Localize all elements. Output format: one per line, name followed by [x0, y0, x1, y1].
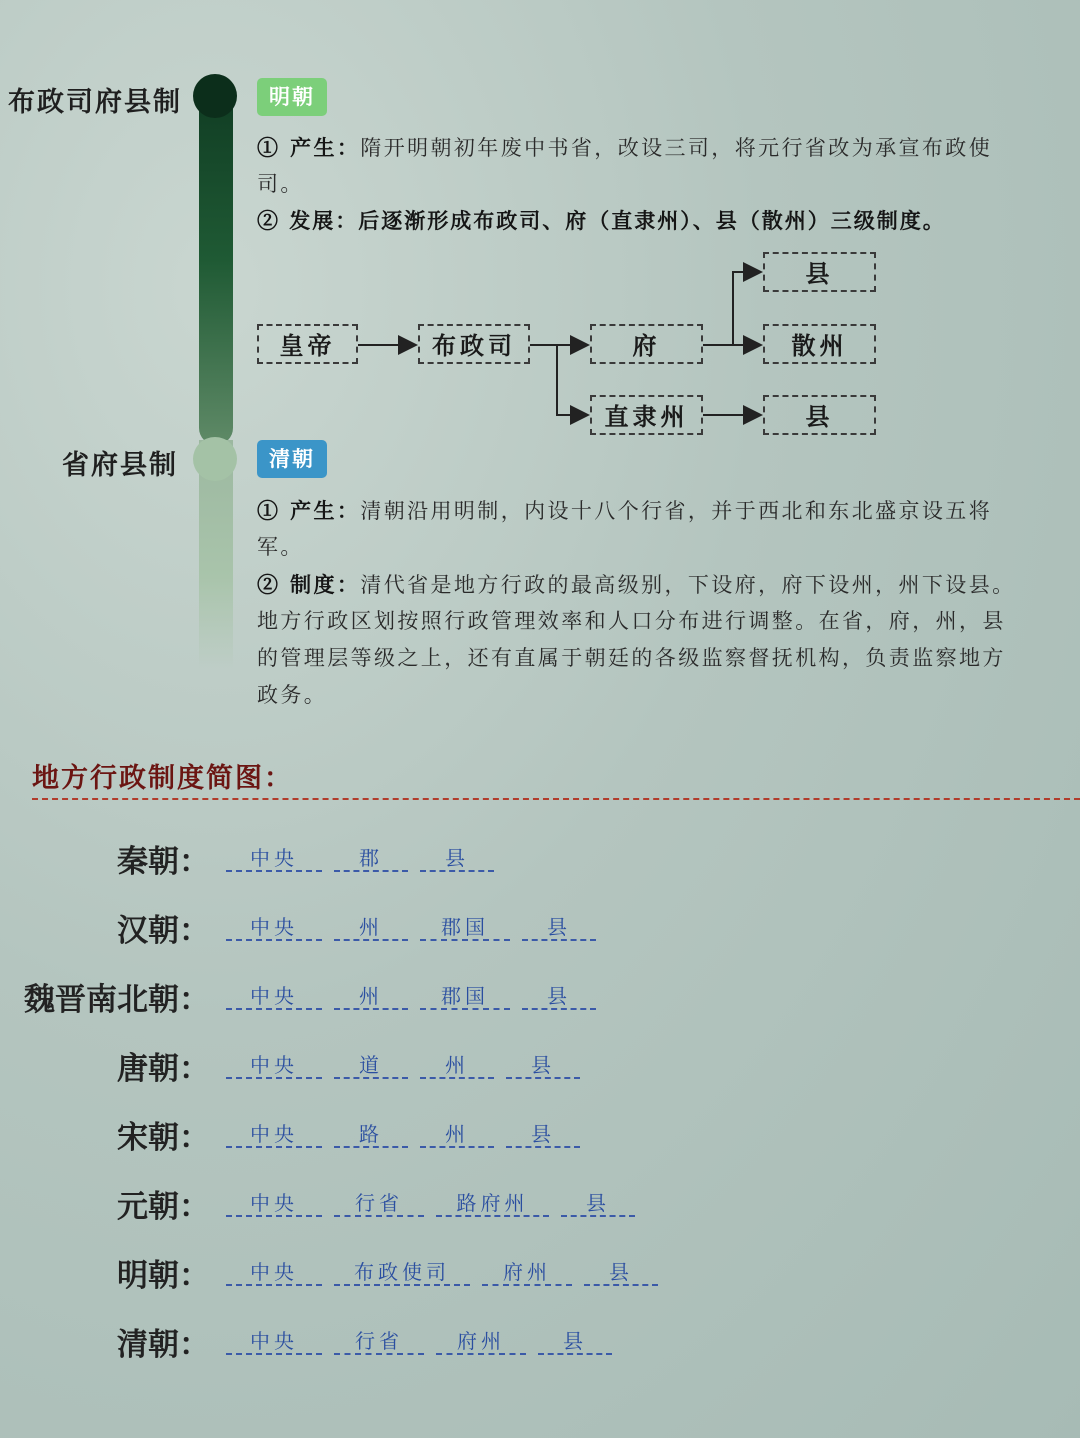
level-chip: 县 — [506, 1120, 580, 1148]
flow-connectors — [0, 0, 1080, 460]
qing-origin-cont: 军。 — [257, 535, 304, 559]
dynasty-name: 秦朝： — [117, 844, 210, 880]
level-chip: 县 — [538, 1327, 612, 1355]
level-chip: 县 — [420, 844, 494, 872]
level-chip: 县 — [506, 1051, 580, 1079]
level-chip: 道 — [334, 1051, 408, 1079]
dynasty-name: 明朝： — [117, 1258, 210, 1294]
dynasty-name: 唐朝： — [117, 1051, 210, 1087]
level-chip: 中央 — [226, 1120, 322, 1148]
dynasty-name: 元朝： — [117, 1189, 210, 1225]
flow-box-emperor: 皇帝 — [257, 324, 358, 364]
ming-development: ② 发展：后逐渐形成布政司、府（直隶州）、县（散州）三级制度。 — [257, 208, 946, 233]
flow-box-fu: 府 — [590, 324, 703, 364]
qing-para-2 — [257, 566, 1077, 604]
dynasty-name: 魏晋南北朝： — [24, 982, 210, 1018]
level-chip: 州 — [334, 982, 408, 1010]
level-chip: 路 — [334, 1120, 408, 1148]
qing-line-5: 政务。 — [257, 683, 328, 707]
level-chip: 路府州 — [436, 1189, 549, 1217]
level-chip: 县 — [522, 982, 596, 1010]
level-chip: 县 — [522, 913, 596, 941]
level-chip: 府州 — [436, 1327, 526, 1355]
dynasty-name: 宋朝： — [117, 1120, 210, 1156]
qing-origin-text: 清朝沿用明制，内设十八个行省，并于西北和东北盛京设五将 — [360, 499, 993, 523]
level-chip: 州 — [420, 1120, 494, 1148]
level-chip: 行省 — [334, 1189, 424, 1217]
timeline-label-ming: 布政司府县制 — [8, 87, 182, 118]
arrow-fu-to-xian — [733, 272, 761, 345]
level-chip: 县 — [584, 1258, 658, 1286]
level-chip: 中央 — [226, 844, 322, 872]
level-chip: 郡国 — [420, 982, 510, 1010]
tag-qing: 清朝 — [257, 440, 327, 478]
level-chip: 中央 — [226, 913, 322, 941]
flow-box-buzhengsi: 布政司 — [418, 324, 530, 364]
level-chip: 府州 — [482, 1258, 572, 1286]
ming-origin-head: ① 产生： — [257, 135, 361, 160]
section-divider — [32, 798, 1080, 800]
qing-line-4: 的管理层等级之上，还有直属于朝廷的各级监察督抚机构，负责监察地方 — [257, 646, 1006, 670]
qing-system-text: 清代省是地方行政的最高级别，下设府，府下设州，州下设县。 — [360, 573, 1016, 597]
qing-origin-head: ① 产生： — [257, 498, 361, 523]
level-chip: 郡 — [334, 844, 408, 872]
qing-line-3: 地方行政区划按照行政管理效率和人口分布进行调整。在省，府，州，县 — [257, 609, 1006, 633]
arrow-buzhengsi-to-zhilizhou — [557, 345, 588, 415]
ming-origin-text: 隋开明朝初年废中书省，改设三司，将元行省改为承宣布政使 — [360, 136, 993, 160]
level-chip: 县 — [561, 1189, 635, 1217]
flow-box-xian-top: 县 — [763, 252, 876, 292]
level-chip: 中央 — [226, 1051, 322, 1079]
level-chip: 州 — [420, 1051, 494, 1079]
level-chip: 州 — [334, 913, 408, 941]
flow-box-xian-bottom: 县 — [763, 395, 876, 435]
section-title: 地方行政制度简图： — [32, 763, 293, 794]
level-chip: 行省 — [334, 1327, 424, 1355]
flow-box-zhilizhou: 直隶州 — [590, 395, 703, 435]
tag-ming: 明朝 — [257, 78, 327, 116]
timeline-label-qing: 省府县制 — [62, 450, 178, 481]
level-chip: 中央 — [226, 982, 322, 1010]
dynasty-name: 汉朝： — [117, 913, 210, 949]
level-chip: 布政使司 — [334, 1258, 470, 1286]
level-chip: 郡国 — [420, 913, 510, 941]
flow-box-sanzhou: 散州 — [763, 324, 876, 364]
ming-origin-cont: 司。 — [257, 172, 304, 196]
dynasty-name: 清朝： — [117, 1327, 210, 1363]
qing-para-1 — [257, 492, 1067, 530]
level-chip: 中央 — [226, 1327, 322, 1355]
qing-system-head: ② 制度： — [257, 572, 361, 597]
level-chip: 中央 — [226, 1258, 322, 1286]
level-chip: 中央 — [226, 1189, 322, 1217]
